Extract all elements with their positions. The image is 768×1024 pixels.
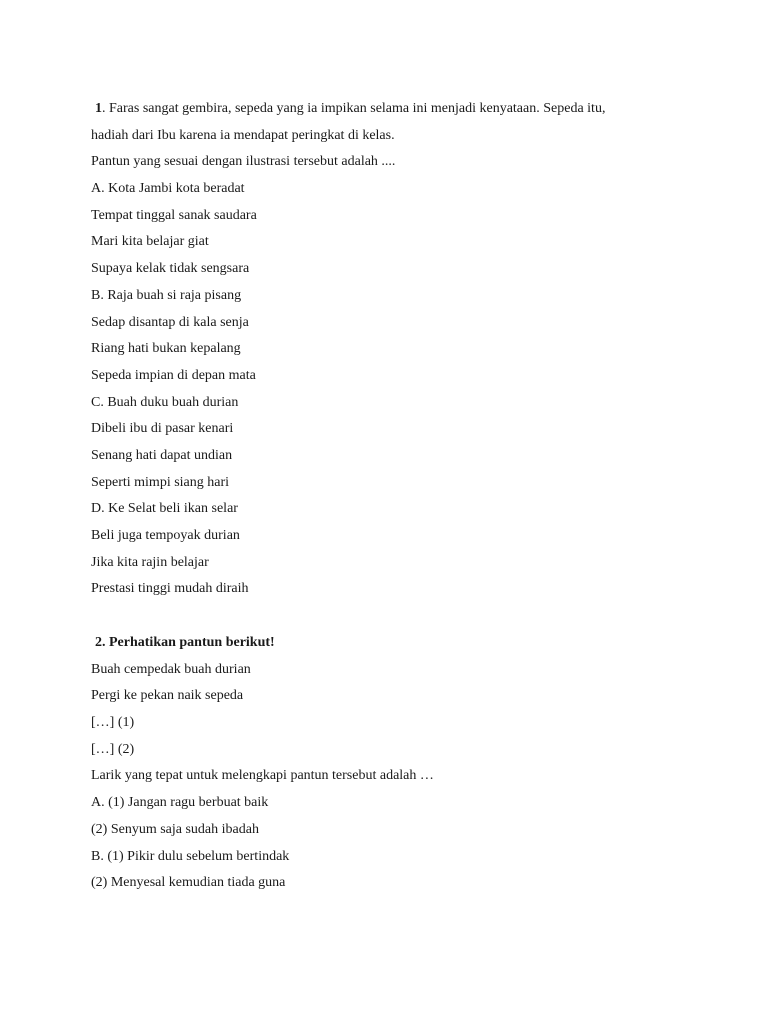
option-b-line-2: Sedap disantap di kala senja [91,314,249,330]
q2-option-b-line-2: (2) Menyesal kemudian tiada guna [91,875,286,891]
question-1-prompt: Pantun yang sesuai dengan ilustrasi tersebut adalah .... [91,154,396,170]
option-b-line-3: Riang hati bukan kepalang [91,341,241,357]
option-d-line-2: Beli juga tempoyak durian [91,528,240,543]
q2-option-a-line-2: (2) Senyum saja sudah ibadah [91,821,259,837]
question-2-heading: 2. Perhatikan pantun berikut! [95,635,275,650]
option-c-line-1: C. Buah duku buah durian [91,394,239,410]
question-1-stem-line-2: hadiah dari Ibu karena ia mendapat peringkat di kelas. [91,127,395,143]
option-d-line-3: Jika kita rajin belajar [91,554,209,570]
pantun-line-2: Pergi ke pekan naik sepeda [91,688,244,704]
option-d-line-4: Prestasi tinggi mudah diraih [91,581,249,597]
option-b-line-1: B. Raja buah si raja pisang [91,287,242,303]
option-a [91,176,691,283]
option-a-line-1: A. Kota Jambi kota beradat [91,181,245,197]
option-c-line-3: Senang hati dapat undian [91,447,233,463]
q2-option-a [91,790,691,843]
option-c [91,390,691,497]
option-c-line-4: Seperti mimpi siang hari [91,474,230,490]
question-2 [91,630,691,897]
q2-option-a-line-1: A. (1) Jangan ragu berbuat baik [91,795,269,811]
question-1 [91,96,691,603]
option-a-line-4: Supaya kelak tidak sengsara [91,261,250,277]
q2-option-b-line-1: B. (1) Pikir dulu sebelum bertindak [91,848,290,864]
option-d-line-1: D. Ke Selat beli ikan selar [91,501,238,517]
q2-option-b [91,844,691,897]
question-1-stem-text: . Faras sangat gembira, sepeda yang ia impikan selama ini menjadi kenyataan. Sepeda itu, [102,101,606,116]
option-a-line-3: Mari kita belajar giat [91,234,209,250]
pantun-line-1: Buah cempedak buah durian [91,661,251,677]
option-b [91,283,691,390]
option-b-line-4: Sepeda impian di depan mata [91,367,256,383]
option-a-line-2: Tempat tinggal sanak saudara [91,207,257,223]
pantun-line-3: […] (1) [91,715,135,731]
question-1-stem-line-1 [91,96,691,123]
question-2-prompt: Larik yang tepat untuk melengkapi pantun tersebut adalah … [91,768,434,784]
option-d [91,496,691,603]
pantun-line-4: […] (2) [91,741,135,757]
option-c-line-2: Dibeli ibu di pasar kenari [91,421,234,437]
question-1-number: 1 [95,101,102,116]
